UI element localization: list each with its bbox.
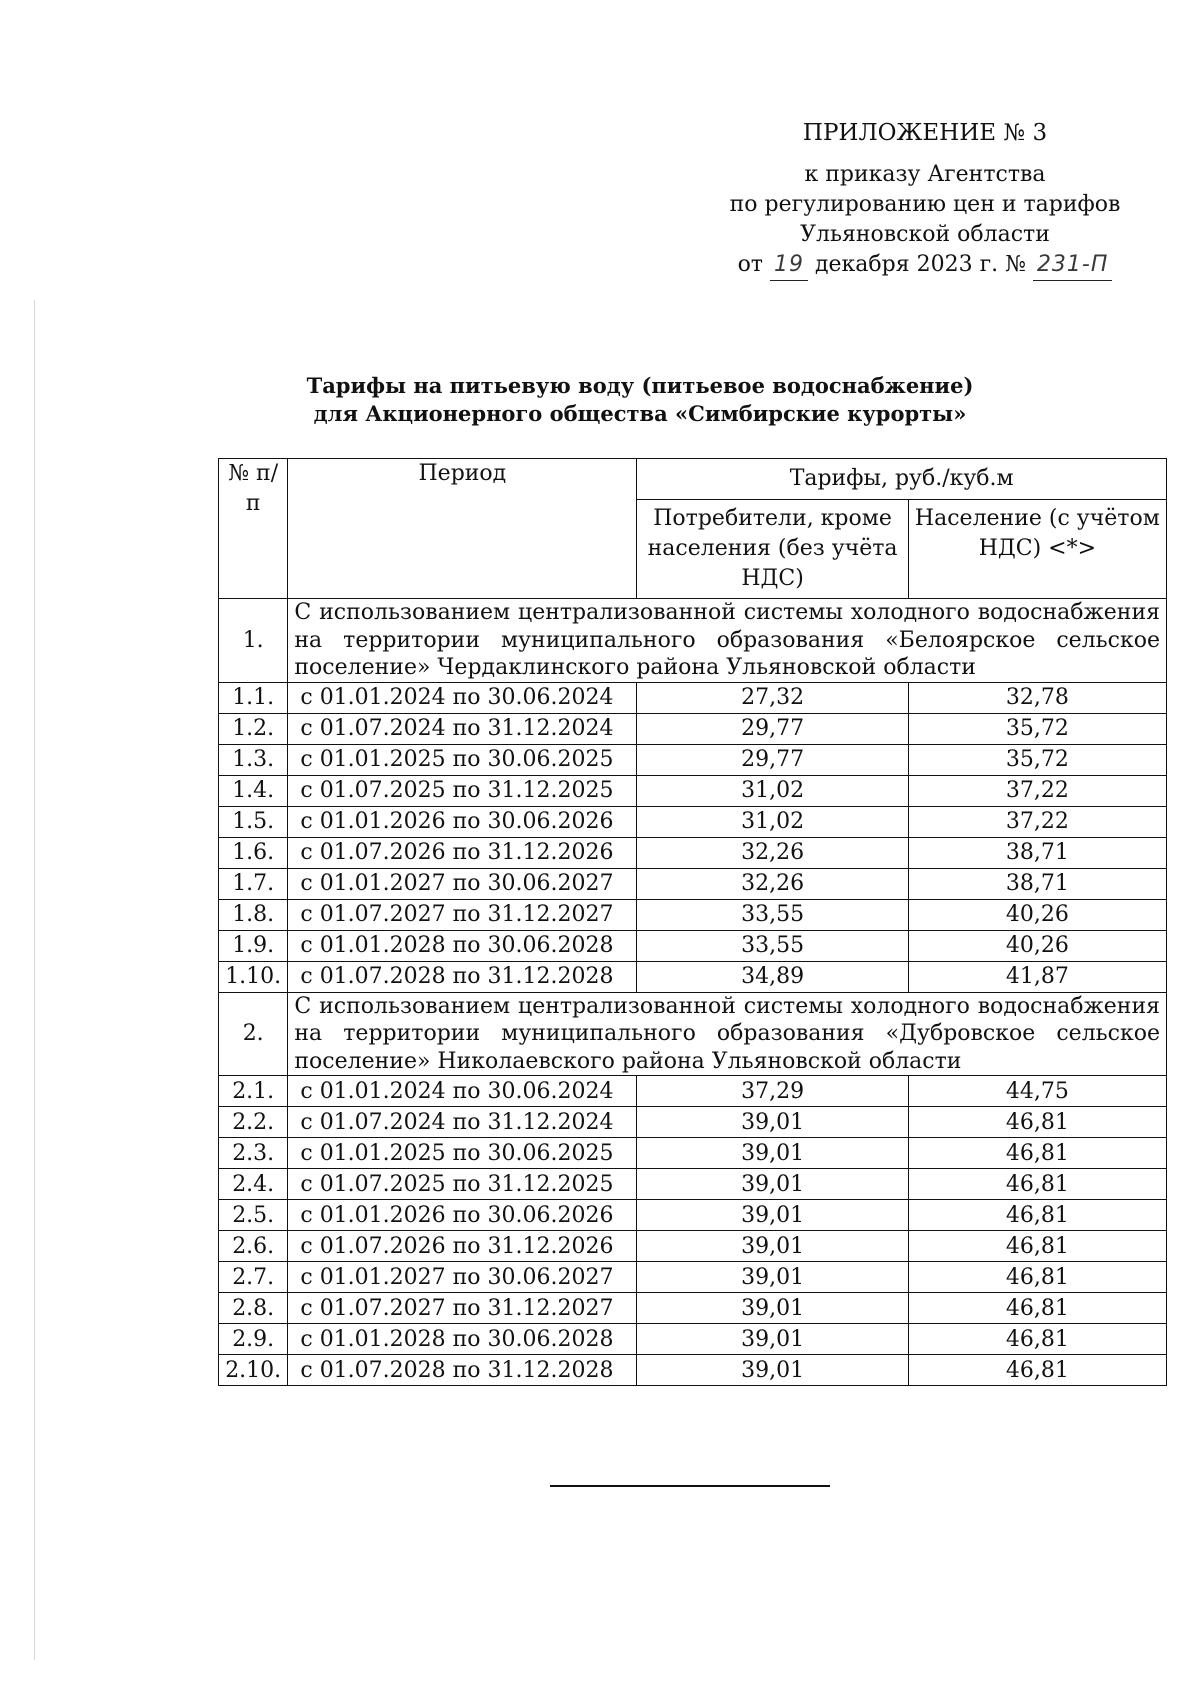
row-consumers-tariff: 31,02 <box>637 806 908 837</box>
row-period: с 01.01.2028 по 30.06.2028 <box>288 930 637 961</box>
header-period: Период <box>288 459 637 599</box>
appendix-line-3: Ульяновской области <box>800 222 1050 247</box>
table-row <box>219 1231 1167 1262</box>
appendix-date-line <box>690 250 1160 281</box>
row-consumers-tariff: 39,01 <box>637 1138 908 1169</box>
row-period: с 01.01.2024 по 30.06.2024 <box>288 682 637 713</box>
document-title <box>200 372 1080 428</box>
date-prefix: от <box>737 252 763 277</box>
row-period: с 01.07.2028 по 31.12.2028 <box>288 961 637 992</box>
row-number: 2.5. <box>219 1200 288 1231</box>
row-number: 2.6. <box>219 1231 288 1262</box>
row-period: с 01.07.2025 по 31.12.2025 <box>288 775 637 806</box>
row-population-tariff: 37,22 <box>908 806 1166 837</box>
row-consumers-tariff: 27,32 <box>637 682 908 713</box>
row-consumers-tariff: 33,55 <box>637 930 908 961</box>
row-number: 1.2. <box>219 713 288 744</box>
row-number: 1.10. <box>219 961 288 992</box>
table-row <box>219 1200 1167 1231</box>
header-num: № п/п <box>219 459 288 599</box>
table-row <box>219 713 1167 744</box>
row-consumers-tariff: 39,01 <box>637 1107 908 1138</box>
table-row <box>219 961 1167 992</box>
row-population-tariff: 46,81 <box>908 1169 1166 1200</box>
table-row <box>219 806 1167 837</box>
table-row <box>219 837 1167 868</box>
row-consumers-tariff: 31,02 <box>637 775 908 806</box>
table-row <box>219 1355 1167 1386</box>
appendix-header <box>690 118 1160 281</box>
appendix-line-2: по регулированию цен и тарифов <box>729 192 1121 217</box>
table-row <box>219 1076 1167 1107</box>
header-tariffs: Тарифы, руб./куб.м <box>637 459 1167 500</box>
row-consumers-tariff: 32,26 <box>637 837 908 868</box>
row-number: 1.4. <box>219 775 288 806</box>
section-number: 1. <box>219 599 288 683</box>
row-population-tariff: 46,81 <box>908 1231 1166 1262</box>
table-row <box>219 1107 1167 1138</box>
row-number: 1.1. <box>219 682 288 713</box>
table-header-row <box>219 459 1167 500</box>
row-consumers-tariff: 29,77 <box>637 744 908 775</box>
row-population-tariff: 44,75 <box>908 1076 1166 1107</box>
section-number: 2. <box>219 992 288 1076</box>
row-number: 2.2. <box>219 1107 288 1138</box>
row-consumers-tariff: 39,01 <box>637 1200 908 1231</box>
row-population-tariff: 46,81 <box>908 1293 1166 1324</box>
table-row <box>219 930 1167 961</box>
row-consumers-tariff: 37,29 <box>637 1076 908 1107</box>
row-period: с 01.07.2024 по 31.12.2024 <box>288 713 637 744</box>
row-period: с 01.07.2026 по 31.12.2026 <box>288 837 637 868</box>
table-row <box>219 1324 1167 1355</box>
section-description: С использованием централизованной системы холодного водоснабжения на территории муниципального образования «Дубровское сельское поселение» Николаевского района Ульяновской области <box>288 992 1167 1076</box>
date-rest: декабря 2023 г. № <box>814 252 1026 277</box>
row-population-tariff: 46,81 <box>908 1262 1166 1293</box>
row-period: с 01.01.2028 по 30.06.2028 <box>288 1324 637 1355</box>
row-number: 1.5. <box>219 806 288 837</box>
appendix-title: ПРИЛОЖЕНИЕ № 3 <box>802 120 1048 146</box>
row-population-tariff: 46,81 <box>908 1355 1166 1386</box>
row-population-tariff: 35,72 <box>908 744 1166 775</box>
row-consumers-tariff: 39,01 <box>637 1231 908 1262</box>
row-number: 2.8. <box>219 1293 288 1324</box>
row-consumers-tariff: 34,89 <box>637 961 908 992</box>
row-population-tariff: 38,71 <box>908 837 1166 868</box>
row-population-tariff: 40,26 <box>908 899 1166 930</box>
table-row <box>219 682 1167 713</box>
row-number: 2.10. <box>219 1355 288 1386</box>
row-population-tariff: 46,81 <box>908 1324 1166 1355</box>
row-period: с 01.07.2026 по 31.12.2026 <box>288 1231 637 1262</box>
row-population-tariff: 40,26 <box>908 930 1166 961</box>
header-consumers: Потребители, кроме населения (без учёта НДС) <box>637 500 908 599</box>
row-number: 1.7. <box>219 868 288 899</box>
row-number: 1.3. <box>219 744 288 775</box>
row-consumers-tariff: 39,01 <box>637 1169 908 1200</box>
row-number: 2.4. <box>219 1169 288 1200</box>
row-number: 2.9. <box>219 1324 288 1355</box>
handwritten-order-number: 231-П <box>1033 250 1112 281</box>
row-consumers-tariff: 39,01 <box>637 1293 908 1324</box>
title-line-2: для Акционерного общества «Симбирские курорты» <box>313 401 967 426</box>
row-number: 1.8. <box>219 899 288 930</box>
row-period: с 01.07.2027 по 31.12.2027 <box>288 1293 637 1324</box>
handwritten-day: 19 <box>770 250 808 281</box>
row-period: с 01.01.2025 по 30.06.2025 <box>288 744 637 775</box>
section-row <box>219 599 1167 683</box>
row-period: с 01.07.2027 по 31.12.2027 <box>288 899 637 930</box>
row-consumers-tariff: 39,01 <box>637 1324 908 1355</box>
row-period: с 01.07.2025 по 31.12.2025 <box>288 1169 637 1200</box>
table-row <box>219 1262 1167 1293</box>
table-row <box>219 744 1167 775</box>
row-consumers-tariff: 33,55 <box>637 899 908 930</box>
table-row <box>219 775 1167 806</box>
table-row <box>219 868 1167 899</box>
scan-margin-line <box>34 300 35 1660</box>
row-number: 2.1. <box>219 1076 288 1107</box>
row-population-tariff: 41,87 <box>908 961 1166 992</box>
section-row <box>219 992 1167 1076</box>
footer-rule <box>550 1485 830 1487</box>
row-consumers-tariff: 29,77 <box>637 713 908 744</box>
row-period: с 01.01.2027 по 30.06.2027 <box>288 868 637 899</box>
tariffs-table <box>218 458 1167 1386</box>
row-population-tariff: 46,81 <box>908 1138 1166 1169</box>
row-number: 2.7. <box>219 1262 288 1293</box>
title-line-1: Тарифы на питьевую воду (питьевое водоснабжение) <box>306 373 974 398</box>
row-period: с 01.01.2026 по 30.06.2026 <box>288 806 637 837</box>
table-row <box>219 899 1167 930</box>
row-number: 2.3. <box>219 1138 288 1169</box>
row-period: с 01.07.2028 по 31.12.2028 <box>288 1355 637 1386</box>
table-row <box>219 1293 1167 1324</box>
header-population: Население (с учётом НДС) <*> <box>908 500 1166 599</box>
row-population-tariff: 38,71 <box>908 868 1166 899</box>
section-description: С использованием централизованной системы холодного водоснабжения на территории муниципального образования «Белоярское сельское поселение» Чердаклинского района Ульяновской области <box>288 599 1167 683</box>
table-row <box>219 1138 1167 1169</box>
row-population-tariff: 37,22 <box>908 775 1166 806</box>
row-period: с 01.07.2024 по 31.12.2024 <box>288 1107 637 1138</box>
row-period: с 01.01.2024 по 30.06.2024 <box>288 1076 637 1107</box>
row-number: 1.9. <box>219 930 288 961</box>
row-population-tariff: 32,78 <box>908 682 1166 713</box>
row-consumers-tariff: 39,01 <box>637 1355 908 1386</box>
row-number: 1.6. <box>219 837 288 868</box>
row-period: с 01.01.2025 по 30.06.2025 <box>288 1138 637 1169</box>
row-consumers-tariff: 32,26 <box>637 868 908 899</box>
row-period: с 01.01.2027 по 30.06.2027 <box>288 1262 637 1293</box>
row-population-tariff: 46,81 <box>908 1200 1166 1231</box>
row-consumers-tariff: 39,01 <box>637 1262 908 1293</box>
row-population-tariff: 35,72 <box>908 713 1166 744</box>
row-population-tariff: 46,81 <box>908 1107 1166 1138</box>
table-row <box>219 1169 1167 1200</box>
appendix-line-1: к приказу Агентства <box>804 162 1046 187</box>
row-period: с 01.01.2026 по 30.06.2026 <box>288 1200 637 1231</box>
